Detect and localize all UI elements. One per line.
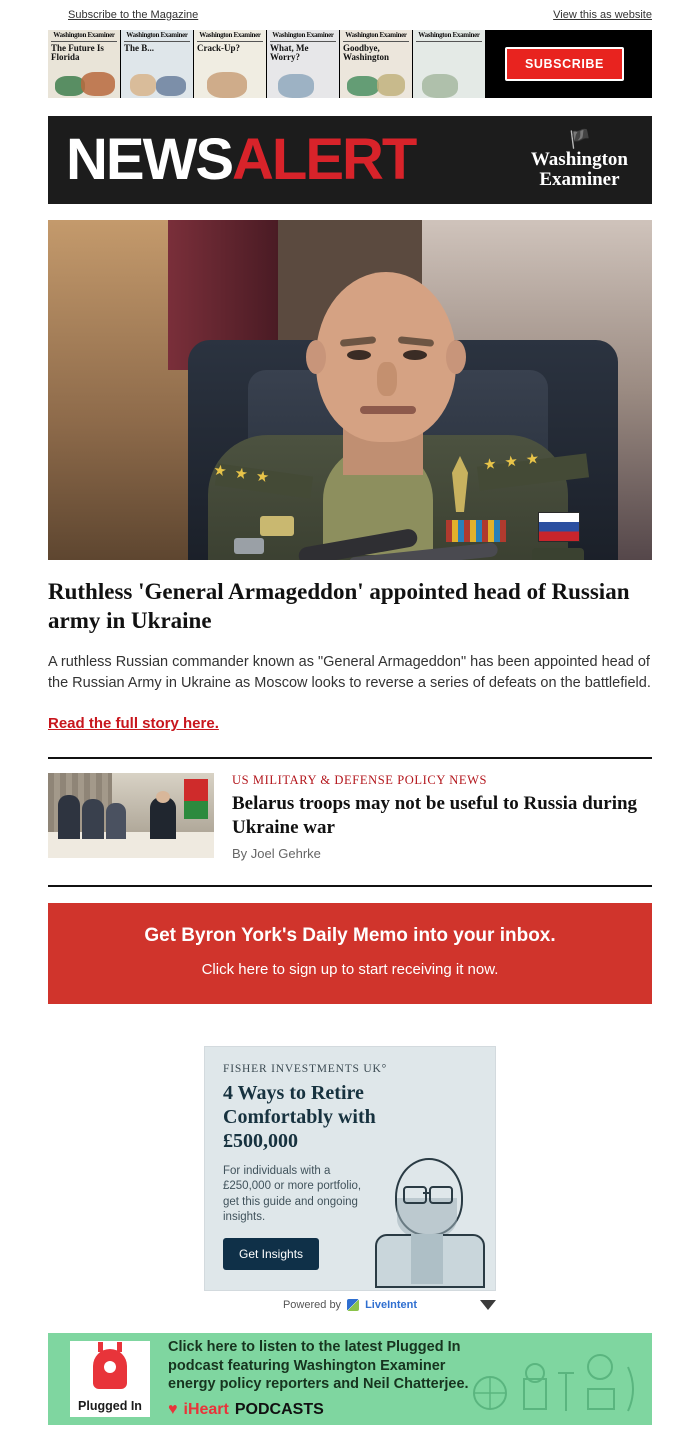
cover-masthead: Washington Examiner xyxy=(343,32,409,42)
ad-powered-by-brand[interactable]: LiveIntent xyxy=(365,1298,418,1311)
cover-title: Goodbye, Washington xyxy=(343,42,390,63)
iheart-label: iHeart xyxy=(183,1400,229,1418)
ad-headline: 4 Ways to Retire Comfortably with £500,000 xyxy=(223,1081,376,1153)
divider-bottom xyxy=(48,885,652,887)
magazine-subscribe-banner[interactable] xyxy=(48,30,652,98)
promo-subtitle[interactable]: Click here to sign up to start receiving it now. xyxy=(201,960,499,978)
podcast-text xyxy=(168,1338,469,1419)
magazine-cover-strip xyxy=(48,30,486,98)
ad-brand: FISHER INVESTMENTS UK° xyxy=(223,1062,388,1075)
advertisement-creative[interactable] xyxy=(204,1046,496,1291)
brand-line-two: Examiner xyxy=(539,169,620,190)
secondary-story-title[interactable]: Belarus troops may not be useful to Russia during Ukraine war xyxy=(232,793,638,838)
brand-line-one: Washington xyxy=(530,149,628,171)
read-full-story-link[interactable]: Read the full story here. xyxy=(48,715,219,732)
ad-footer xyxy=(204,1299,496,1311)
newsletter-promo[interactable] xyxy=(48,903,652,1004)
podcast-banner[interactable] xyxy=(48,1333,652,1425)
secondary-story-thumbnail[interactable] xyxy=(48,773,214,858)
podcast-line-one: Click here to listen to the latest Plugged In xyxy=(168,1339,461,1356)
magazine-cover xyxy=(121,30,193,98)
magazine-cover xyxy=(413,30,485,98)
magazine-cover xyxy=(48,30,120,98)
cover-title: Crack-Up? xyxy=(197,42,240,53)
cover-masthead: Washington Examiner xyxy=(416,32,482,42)
plugged-in-logo xyxy=(70,1341,150,1417)
cover-title: The Future Is Florida xyxy=(51,42,104,63)
alert-word-news: NEWS xyxy=(66,127,232,192)
plug-icon xyxy=(93,1349,127,1389)
podcasts-label: PODCASTS xyxy=(234,1400,324,1418)
cover-title: The B... xyxy=(124,42,155,53)
read-more-container xyxy=(48,715,652,733)
cover-masthead: Washington Examiner xyxy=(124,32,190,42)
preheader xyxy=(0,0,700,30)
subscribe-button[interactable]: SUBSCRIBE xyxy=(505,47,624,81)
washington-examiner-logo[interactable] xyxy=(531,130,634,190)
subscribe-magazine-link[interactable]: Subscribe to the Magazine xyxy=(68,9,199,21)
cover-title: What, Me Worry? xyxy=(270,42,309,63)
lead-story-image[interactable]: ★★★ ★★★ xyxy=(48,220,652,560)
news-alert-header xyxy=(48,116,652,204)
ad-cta-button[interactable]: Get Insights xyxy=(223,1238,319,1270)
divider-top xyxy=(48,757,652,759)
secondary-story[interactable] xyxy=(48,773,652,861)
secondary-story-byline: By Joel Gehrke xyxy=(232,845,321,861)
heart-icon: ♥ xyxy=(168,1400,178,1418)
magazine-cover xyxy=(194,30,266,98)
iheart-podcasts-logo[interactable] xyxy=(168,1401,469,1419)
podcast-line-two: podcast featuring Washington Examiner xyxy=(168,1357,446,1374)
page-title: Ruthless 'General Armageddon' appointed head of Russian army in Ukraine xyxy=(48,579,630,633)
ad-portrait-illustration xyxy=(367,1152,489,1284)
podcast-line-three: energy policy reporters and Neil Chatterjee. xyxy=(168,1376,469,1393)
ad-body-text: For individuals with a £250,000 or more portfolio, get this guide and ongoing insights. xyxy=(223,1164,362,1224)
energy-illustration xyxy=(462,1333,652,1425)
liveintent-logo-icon xyxy=(347,1299,359,1311)
eagle-icon: 🏴️ xyxy=(568,129,591,150)
cover-masthead: Washington Examiner xyxy=(197,32,263,42)
promo-title: Get Byron York's Daily Memo into your inbox. xyxy=(144,924,556,946)
view-on-website-link[interactable]: View this as website xyxy=(553,9,652,21)
magazine-cover xyxy=(267,30,339,98)
lead-story-dek: A ruthless Russian commander known as "General Armageddon" has been appointed head of the Russian Army in Ukraine as Moscow looks to reverse a series of defeats on the battlefield. xyxy=(48,653,651,692)
cover-masthead: Washington Examiner xyxy=(51,32,117,42)
adchoices-icon[interactable] xyxy=(480,1300,496,1310)
plugged-in-label: Plugged In xyxy=(78,1398,142,1413)
magazine-cover xyxy=(340,30,412,98)
cover-masthead: Washington Examiner xyxy=(270,32,336,42)
secondary-story-text xyxy=(232,773,652,861)
secondary-story-kicker[interactable]: US MILITARY & DEFENSE POLICY NEWS xyxy=(232,773,488,787)
news-alert-title xyxy=(66,127,416,192)
advertisement-block xyxy=(204,1046,496,1311)
alert-word-alert: ALERT xyxy=(232,127,416,192)
ad-powered-by-label: Powered by xyxy=(282,1298,342,1311)
